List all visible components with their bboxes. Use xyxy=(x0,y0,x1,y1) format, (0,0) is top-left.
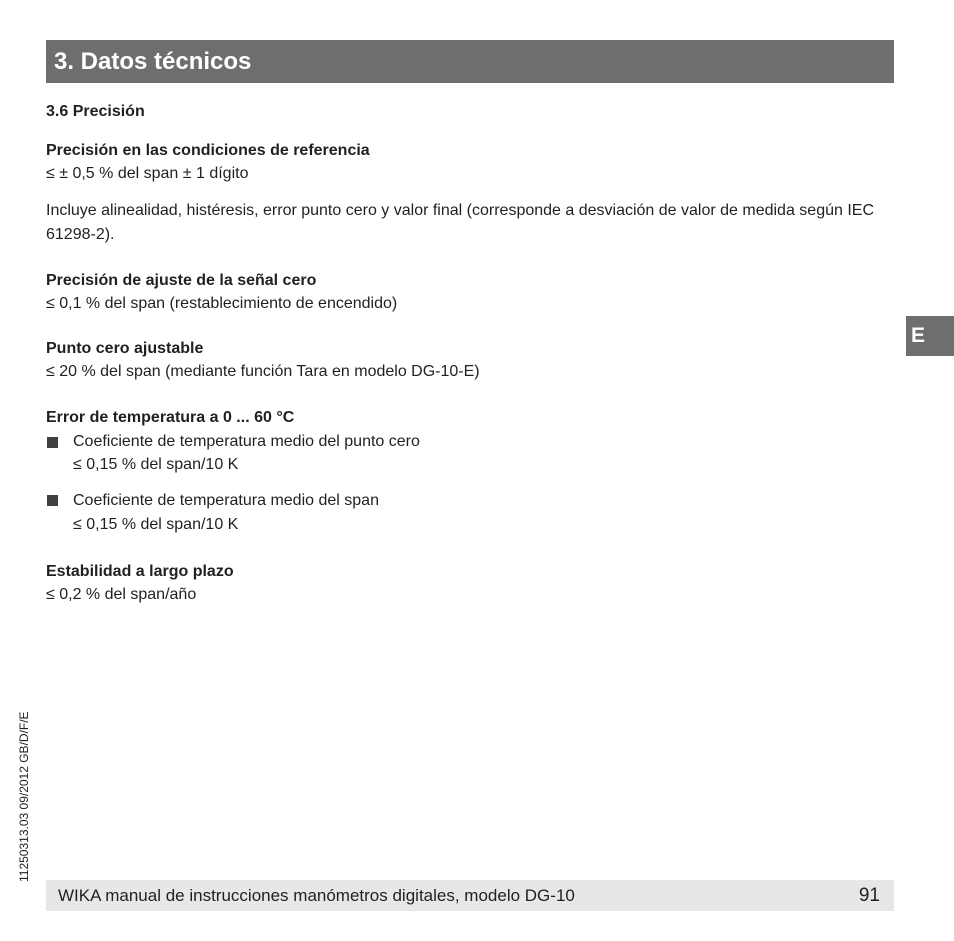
language-tab-label: E xyxy=(911,324,926,347)
bullet-icon xyxy=(47,495,58,506)
bullet-icon xyxy=(47,437,58,448)
zero-adjust-heading: Precisión de ajuste de la señal cero xyxy=(46,272,317,289)
temperature-item-value: ≤ 0,15 % del span/10 K xyxy=(73,456,239,473)
language-tab xyxy=(906,316,954,356)
temperature-heading: Error de temperatura a 0 ... 60 °C xyxy=(46,409,295,426)
temperature-item-value: ≤ 0,15 % del span/10 K xyxy=(73,516,239,533)
subsection-title: 3.6 Precisión xyxy=(46,103,145,120)
document-number: 11250313.03 09/2012 GB/D/F/E xyxy=(17,711,31,882)
reference-value: ≤ ± 0,5 % del span ± 1 dígito xyxy=(46,165,249,182)
zero-point-heading: Punto cero ajustable xyxy=(46,340,204,357)
zero-adjust-value: ≤ 0,1 % del span (restablecimiento de encendido) xyxy=(46,295,398,312)
zero-point-value: ≤ 20 % del span (mediante función Tara en modelo DG-10-E) xyxy=(46,363,480,380)
footer-text: WIKA manual de instrucciones manómetros digitales, modelo DG-10 xyxy=(58,885,575,905)
page-title: 3. Datos técnicos xyxy=(54,47,252,75)
reference-heading: Precisión en las condiciones de referencia xyxy=(46,142,370,159)
stability-heading: Estabilidad a largo plazo xyxy=(46,563,234,580)
temperature-item-label: Coeficiente de temperatura medio del span xyxy=(73,492,379,509)
temperature-item-label: Coeficiente de temperatura medio del punto cero xyxy=(73,433,420,450)
stability-value: ≤ 0,2 % del span/año xyxy=(46,586,197,603)
section-header-bar xyxy=(46,40,894,83)
footer-bar xyxy=(46,880,894,911)
reference-note: Incluye alinealidad, histéresis, error punto cero y valor final (corresponde a desviación de valor de medida según IEC 61298-2). xyxy=(46,202,875,243)
page-number: 91 xyxy=(858,884,880,906)
